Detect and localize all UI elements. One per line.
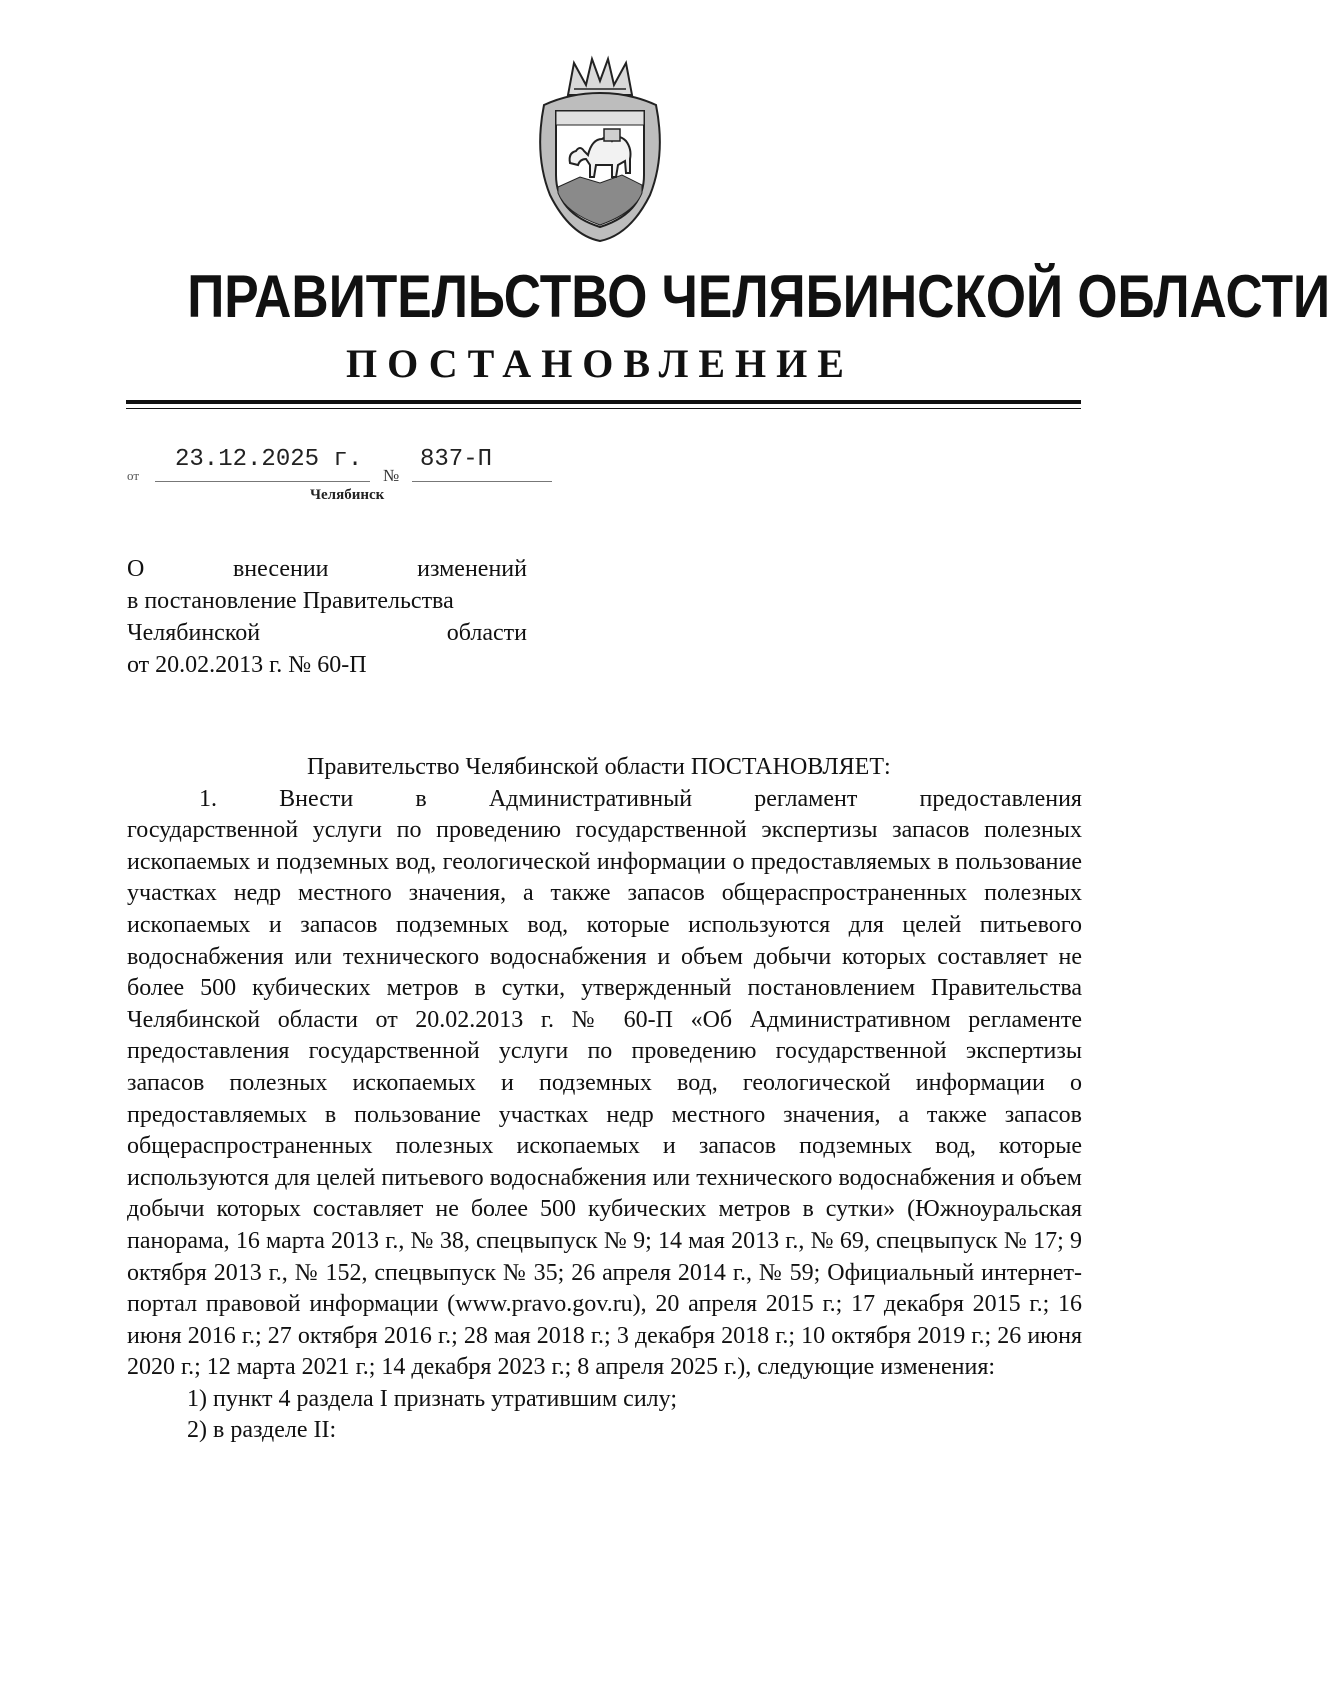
header-divider-thin: [126, 408, 1081, 409]
coat-of-arms-emblem: [530, 55, 670, 245]
document-type-title: ПОСТАНОВЛЕНИЕ: [346, 341, 854, 386]
paragraph-word: Административный: [488, 785, 693, 812]
number-label: №: [383, 466, 400, 485]
subject-word: изменений: [417, 556, 527, 582]
document-number: 837-П: [420, 446, 493, 473]
number-underline: [412, 481, 552, 482]
date-underline: [155, 481, 370, 482]
paragraph-1-first-line: [157, 784, 1082, 816]
paragraph-word: предоставления: [919, 785, 1082, 812]
subject-line: [127, 617, 527, 649]
paragraph-word: в: [415, 785, 427, 812]
header-divider-thick: [126, 400, 1081, 404]
date-prefix-label: от: [127, 468, 140, 483]
subject-word: О: [127, 556, 145, 582]
paragraph-1-body: государственной услуги по проведению государственной экспертизы запасов полезных ископаемых и подземных вод, геологической информации о предоставляемых в пользование участках недр местного значения, а также запасов общераспространенных полезных ископаемых и запасов подземных вод, которые используются для целей питьевого водоснабжения или технического водоснабжения и объем добычи которых составляет не более 500 кубических метров в сутки, утвержденный постановлением Правительства Челябинской области от 20.02.2013 г. № 60-П «Об Административном регламенте предоставления государственной услуги по проведению государственной экспертизы запасов полезных ископаемых и подземных вод, геологической информации о предоставляемых в пользование участках недр местного значения, а также запасов общераспространенных полезных ископаемых и запасов подземных вод, которые используются для целей питьевого водоснабжения или технического водоснабжения и объем добычи которых составляет не более 500 кубических метров в сутки» (Южноуральская панорама, 16 марта 2013 г., № 38, спецвыпуск № 9; 14 мая 2013 г., № 69, спецвыпуск № 17; 9 октября 2013 г., № 152, спецвыпуск № 35; 26 апреля 2014 г., № 59; Официальный интернет-портал правовой информации (www.pravo.gov.ru), 20 апреля 2015 г.; 17 декабря 2015 г.; 16 июня 2016 г.; 27 октября 2016 г.; 28 мая 2018 г.; 3 декабря 2018 г.; 10 октября 2019 г.; 26 июня 2020 г.; 12 марта 2021 г.; 14 декабря 2023 г.; 8 апреля 2025 г.), следующие изменения:: [127, 817, 1082, 1381]
list-item: 2) в разделе II:: [187, 1417, 337, 1444]
subject-line: в постановление Правительства: [127, 588, 454, 614]
list-item: 1) пункт 4 раздела I признать утратившим силу;: [187, 1385, 677, 1412]
subject-line: [127, 553, 527, 585]
government-title: ПРАВИТЕЛЬСТВО ЧЕЛЯБИНСКОЙ ОБЛАСТИ: [187, 263, 1330, 330]
paragraph-word: регламент: [754, 785, 858, 812]
document-body: [127, 752, 1082, 1447]
resolution-intro: Правительство Челябинской области ПОСТАНОВЛЯЕТ:: [307, 754, 891, 780]
subject-line: от 20.02.2013 г. № 60-П: [127, 652, 367, 678]
document-subject: [127, 553, 527, 681]
paragraph-word: Внести: [279, 785, 354, 812]
document-date: 23.12.2025 г.: [175, 446, 363, 473]
paragraph-word: 1.: [199, 785, 217, 812]
subject-word: области: [446, 620, 527, 646]
subject-word: Челябинской: [127, 620, 261, 646]
issuing-city: Челябинск: [310, 487, 385, 503]
subject-word: внесении: [232, 556, 329, 582]
